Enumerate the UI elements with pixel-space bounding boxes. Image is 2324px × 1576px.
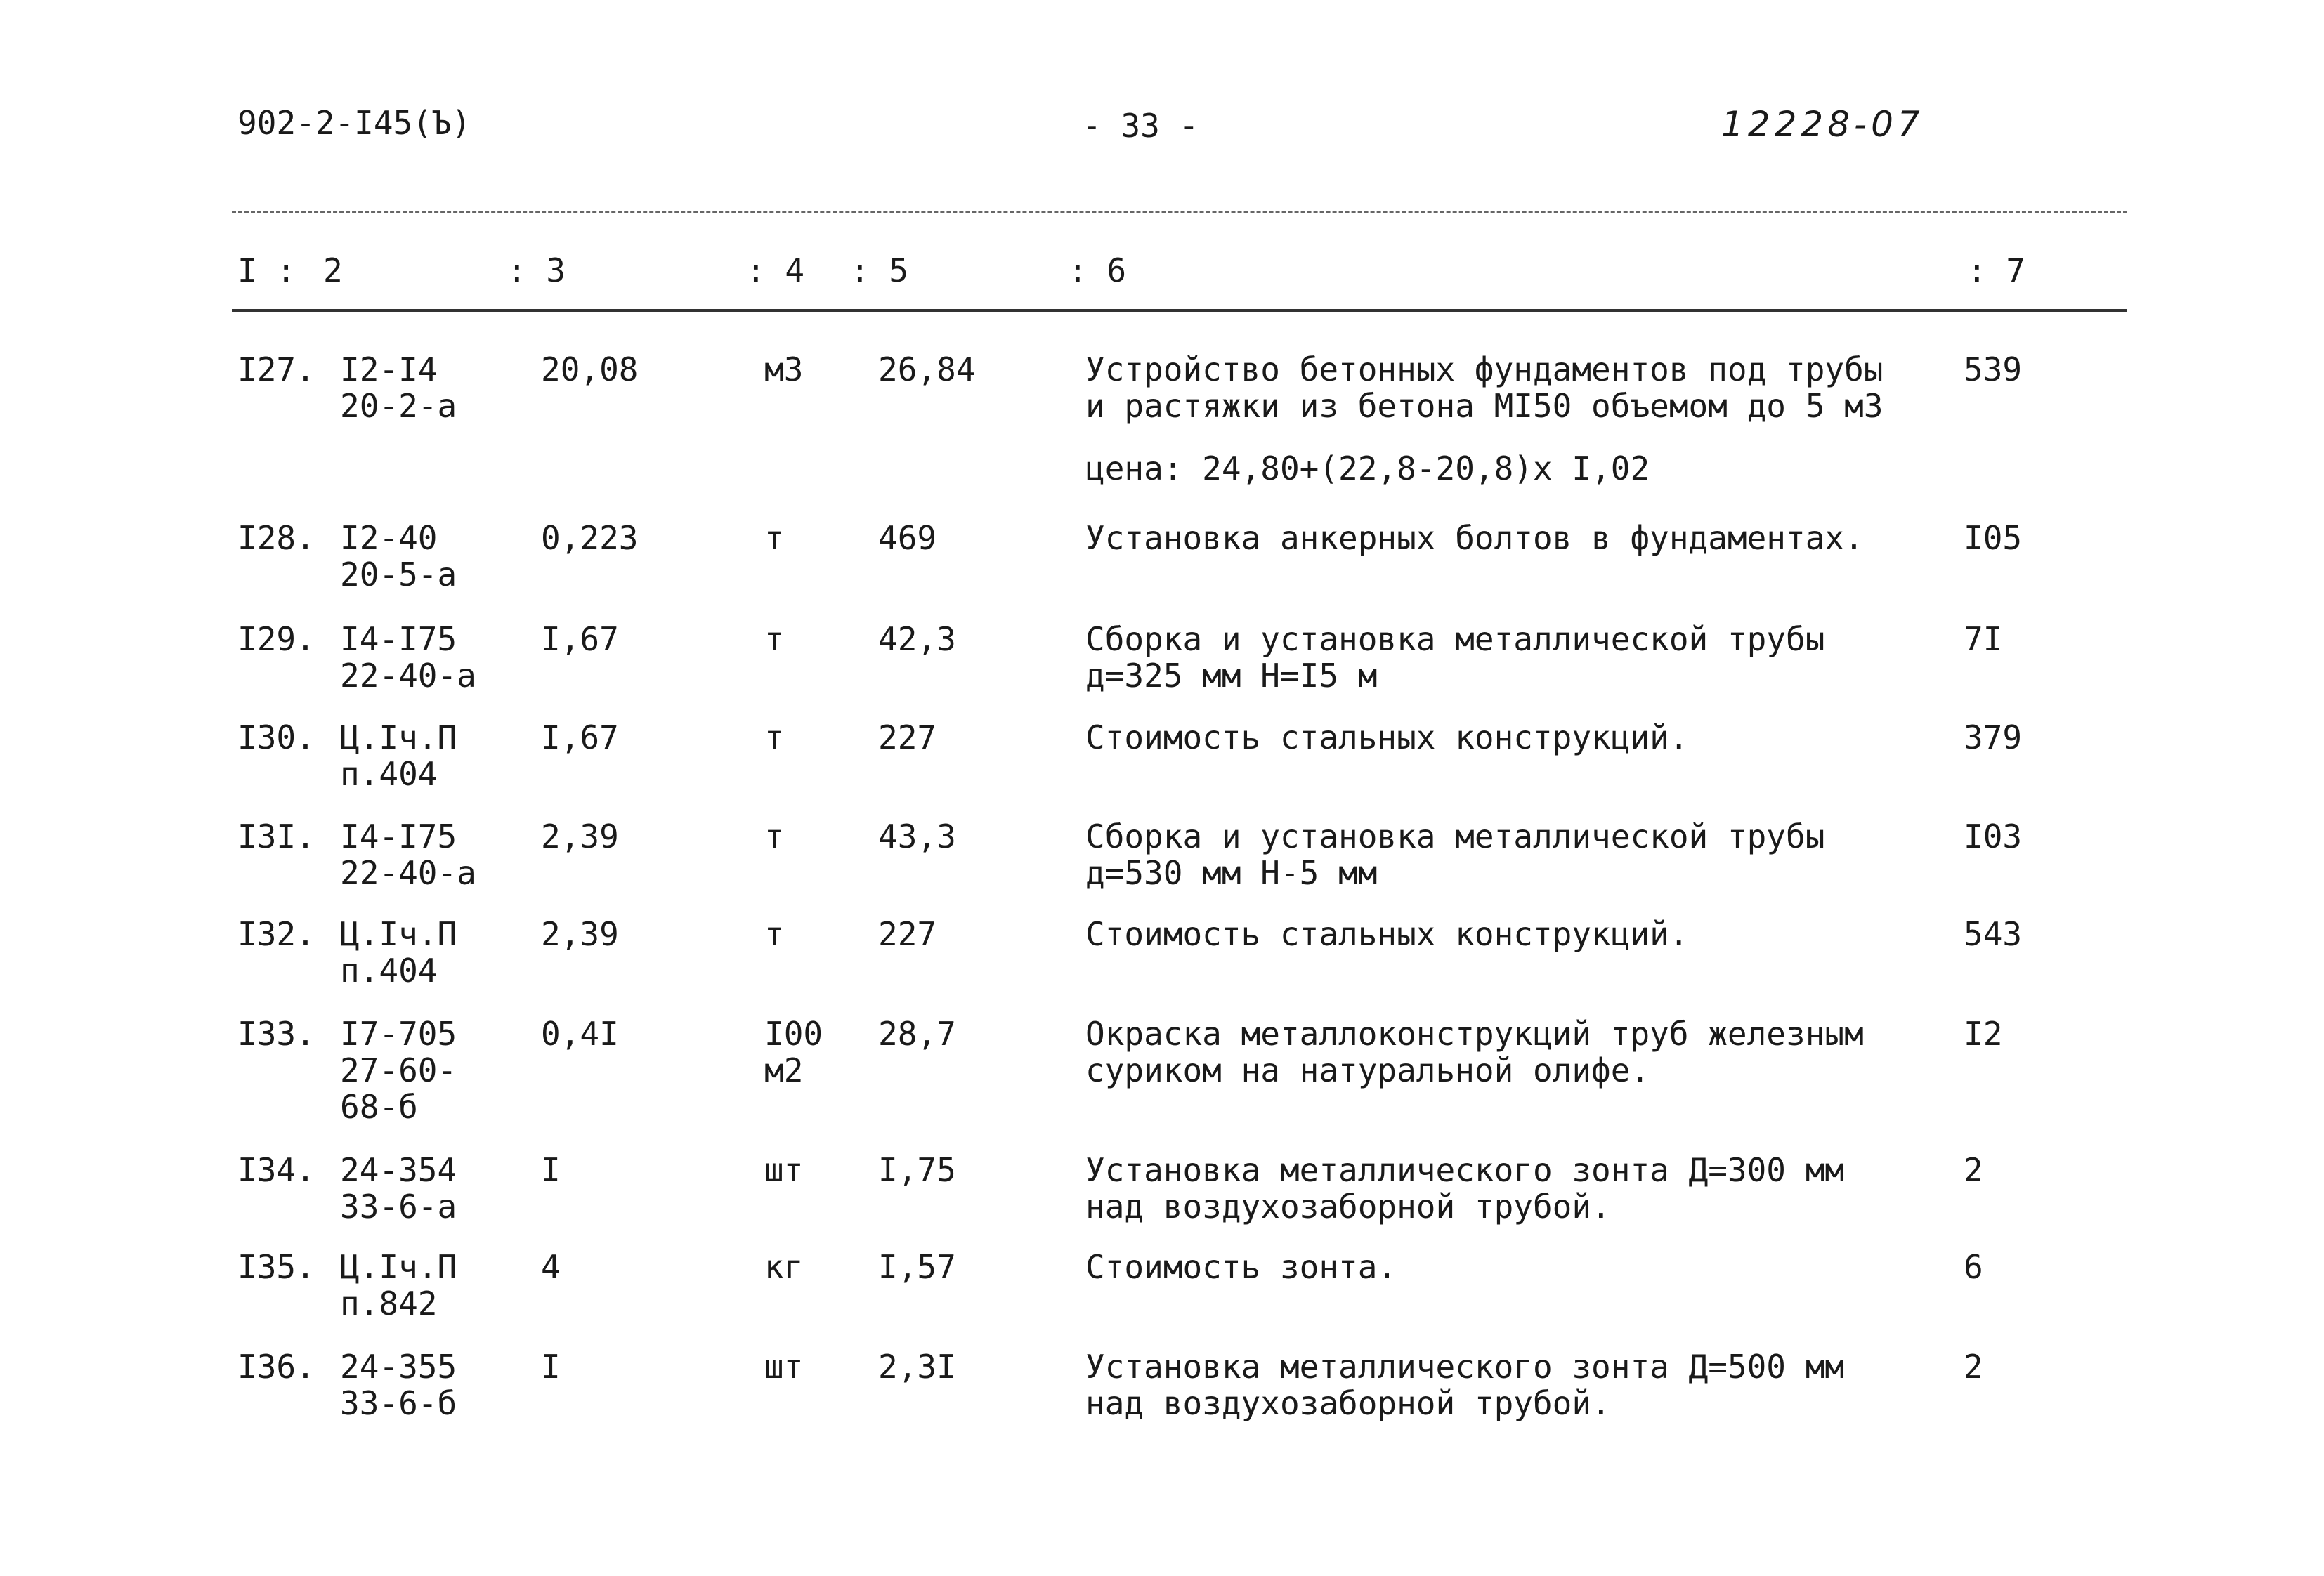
header-rule-top [232, 211, 2127, 213]
archive-number: 12228-07 [1721, 104, 1924, 145]
rate-code: 24-354 33-6-a [340, 1151, 457, 1226]
column-header-5: : 5 [850, 251, 909, 289]
quantity: 2,39 [541, 817, 619, 855]
quantity: I,67 [541, 718, 619, 756]
row-number: I32. [237, 915, 315, 953]
total: 543 [1964, 915, 2023, 953]
column-header-1: I : [237, 251, 296, 289]
column-header-4: : 4 [746, 251, 805, 289]
description: Стоимость стальных конструкций. [1085, 718, 1689, 756]
row-number: I27. [237, 350, 315, 388]
unit: шт [764, 1151, 804, 1189]
unit: т [764, 718, 784, 756]
row-number: I33. [237, 1015, 315, 1053]
row-number: I3I. [237, 817, 315, 855]
column-header-2: 2 [323, 251, 343, 289]
column-header-3: : 3 [507, 251, 566, 289]
rate-code: Ц.Iч.П п.404 [340, 718, 457, 793]
total: 6 [1964, 1248, 1983, 1286]
unit: т [764, 817, 784, 855]
row-number: I35. [237, 1248, 315, 1286]
column-header-7: : 7 [1967, 251, 2026, 289]
quantity: I [541, 1151, 561, 1189]
total: I05 [1964, 519, 2023, 557]
quantity: I,67 [541, 620, 619, 658]
description: Установка металлического зонта Д=300 мм над воздухозаборной трубой. [1085, 1151, 1845, 1226]
description: Установка анкерных болтов в фундаментах. [1085, 519, 1864, 557]
rate-code: I2-I4 20-2-a [340, 350, 457, 425]
row-number: I36. [237, 1348, 315, 1386]
quantity: 0,4I [541, 1015, 619, 1053]
unit: кг [764, 1248, 804, 1286]
page-number: - 33 - [1082, 107, 1199, 145]
unit-price: 42,3 [878, 620, 956, 658]
rate-code: I2-40 20-5-a [340, 519, 457, 593]
quantity: 0,223 [541, 519, 639, 557]
row-number: I30. [237, 718, 315, 756]
description: Устройство бетонных фундаментов под трубы и растяжки из бетона МI50 объемом до 5 м3 [1085, 350, 1884, 425]
unit: т [764, 620, 784, 658]
rate-code: I4-I75 22-40-a [340, 620, 476, 695]
unit: т [764, 915, 784, 953]
quantity: 2,39 [541, 915, 619, 953]
unit-price: 469 [878, 519, 937, 557]
quantity: 20,08 [541, 350, 639, 388]
rate-code: 24-355 33-6-б [340, 1348, 457, 1422]
unit-price: 43,3 [878, 817, 956, 855]
header-rule-bottom [232, 309, 2127, 312]
rate-code: Ц.Iч.П п.404 [340, 915, 457, 990]
quantity: 4 [541, 1248, 561, 1286]
rate-code: Ц.Iч.П п.842 [340, 1248, 457, 1322]
quantity: I [541, 1348, 561, 1386]
total: 539 [1964, 350, 2023, 388]
total: 379 [1964, 718, 2023, 756]
description: Сборка и установка металлической трубы д=325 мм Н=I5 м [1085, 620, 1825, 695]
total: I2 [1964, 1015, 2003, 1053]
row-number: I28. [237, 519, 315, 557]
rate-code: I4-I75 22-40-a [340, 817, 476, 892]
total: 2 [1964, 1348, 1983, 1386]
rate-code: I7-705 27-60- 68-б [340, 1015, 457, 1126]
unit-price: 26,84 [878, 350, 976, 388]
description: Сборка и установка металлической трубы д=530 мм Н-5 мм [1085, 817, 1825, 892]
description: Стоимость зонта. [1085, 1248, 1397, 1286]
description: Установка металлического зонта Д=500 мм над воздухозаборной трубой. [1085, 1348, 1845, 1422]
unit-price: 227 [878, 915, 937, 953]
column-header-6: : 6 [1068, 251, 1127, 289]
unit-price: I,75 [878, 1151, 956, 1189]
description: Окраска металлоконструкций труб железным суриком на натуральной олифе. [1085, 1015, 1864, 1089]
unit: м3 [764, 350, 804, 388]
unit: т [764, 519, 784, 557]
total: 2 [1964, 1151, 1983, 1189]
total: 7I [1964, 620, 2003, 658]
total: I03 [1964, 817, 2023, 855]
row-number: I34. [237, 1151, 315, 1189]
row-number: I29. [237, 620, 315, 658]
unit-price: 2,3I [878, 1348, 956, 1386]
unit: I00 м2 [764, 1015, 823, 1089]
unit-price: 227 [878, 718, 937, 756]
unit-price: 28,7 [878, 1015, 956, 1053]
price-note: цена: 24,80+(22,8-20,8)х I,02 [1085, 449, 1650, 487]
description: Стоимость стальных конструкций. [1085, 915, 1689, 953]
unit-price: I,57 [878, 1248, 956, 1286]
unit: шт [764, 1348, 804, 1386]
document-code: 902-2-I45(Ъ) [237, 104, 471, 142]
